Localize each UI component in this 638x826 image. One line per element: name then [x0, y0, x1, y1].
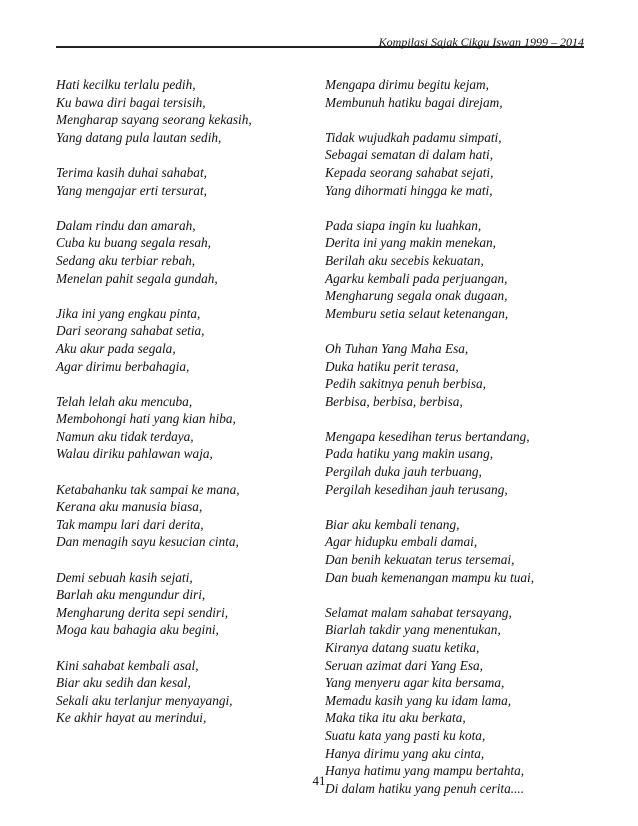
- poem-line: Memburu setia selaut ketenangan,: [325, 305, 509, 321]
- poem-line: Memadu kasih yang ku idam lama,: [325, 692, 512, 708]
- poem-line: Duka hatiku perit terasa,: [325, 358, 459, 374]
- poem-line: Sedang aku terbiar rebah,: [56, 252, 196, 268]
- poem-line: Ketabahanku tak sampai ke mana,: [56, 481, 240, 497]
- stanza: [325, 129, 585, 199]
- poem-line: Moga kau bahagia aku begini,: [56, 622, 219, 638]
- poem-line: Mengharung derita sepi sendiri,: [56, 604, 229, 620]
- poem-line: Kerana aku manusia biasa,: [56, 499, 203, 515]
- poem-line: Ke akhir hayat au merindui,: [56, 710, 207, 726]
- poem-line: Berilah aku secebis kekuatan,: [325, 252, 484, 268]
- poem-line: Dalam rindu dan amarah,: [56, 217, 196, 233]
- poem-column-left: [56, 76, 316, 745]
- poem-line: Seruan azimat dari Yang Esa,: [325, 657, 483, 673]
- poem-line: Membunuh hatiku bagai direjam,: [325, 94, 503, 110]
- poem-line: Yang datang pula lautan sedih,: [56, 129, 222, 145]
- stanza: [56, 481, 316, 551]
- poem-line: Mengharap sayang seorang kekasih,: [56, 112, 252, 128]
- poem-line: Demi sebuah kasih sejati,: [56, 569, 193, 585]
- poem-line: Maka tika itu aku berkata,: [325, 710, 466, 726]
- stanza: [325, 217, 585, 323]
- poem-line: Dan benih kekuatan terus tersemai,: [325, 552, 515, 568]
- poem-line: Kepada seorang sahabat sejati,: [325, 164, 494, 180]
- poem-line: Pada siapa ingin ku luahkan,: [325, 217, 482, 233]
- poem-line: Pergilah duka jauh terbuang,: [325, 464, 482, 480]
- stanza: [325, 340, 585, 410]
- poem-line: Tak mampu lari dari derita,: [56, 516, 204, 532]
- poem-line: Agar hidupku embali damai,: [325, 534, 478, 550]
- running-header: Kompilasi Sajak Cikgu Iswan 1999 – 2014: [378, 35, 584, 49]
- poem-line: Jika ini yang engkau pinta,: [56, 305, 201, 321]
- poem-line: Dari seorang sahabat setia,: [56, 323, 205, 339]
- stanza: [325, 604, 585, 798]
- poem-line: Sekali aku terlanjur menyayangi,: [56, 692, 233, 708]
- poem-line: Cuba ku buang segala resah,: [56, 235, 211, 251]
- poem-line: Aku akur pada segala,: [56, 340, 176, 356]
- poem-line: Tidak wujudkah padamu simpati,: [325, 129, 502, 145]
- poem-line: Di dalam hatiku yang penuh cerita....: [325, 780, 525, 796]
- poem-line: Yang menyeru agar kita bersama,: [325, 675, 505, 691]
- poem-line: Biar aku kembali tenang,: [325, 516, 460, 532]
- poem-line: Sebagai sematan di dalam hati,: [325, 147, 494, 163]
- poem-line: Yang mengajar erti tersurat,: [56, 182, 207, 198]
- poem-line: Pada hatiku yang makin usang,: [325, 446, 494, 462]
- poem-line: Derita ini yang makin menekan,: [325, 235, 496, 251]
- poem-column-right: [325, 76, 585, 815]
- poem-line: Telah lelah aku mencuba,: [56, 393, 193, 409]
- poem-line: Agarku kembali pada perjuangan,: [325, 270, 508, 286]
- poem-line: Selamat malam sahabat tersayang,: [325, 604, 512, 620]
- stanza: [325, 516, 585, 586]
- poem-line: Dan menagih sayu kesucian cinta,: [56, 534, 239, 550]
- poem-line: Hanya hatimu yang mampu bertahta,: [325, 763, 525, 779]
- poem-line: Pergilah kesedihan jauh terusang,: [325, 481, 508, 497]
- stanza: [325, 428, 585, 498]
- poem-line: Terima kasih duhai sahabat,: [56, 164, 207, 180]
- poem-line: Dan buah kemenangan mampu ku tuai,: [325, 569, 535, 585]
- stanza: [56, 657, 316, 727]
- poem-line: Pedih sakitnya penuh berbisa,: [325, 376, 487, 392]
- poem-line: Ku bawa diri bagai tersisih,: [56, 94, 206, 110]
- poem-line: Menelan pahit segala gundah,: [56, 270, 218, 286]
- poem-line: Biar aku sedih dan kesal,: [56, 675, 191, 691]
- stanza: [56, 76, 316, 146]
- stanza: [56, 569, 316, 639]
- poem-line: Berbisa, berbisa, berbisa,: [325, 393, 463, 409]
- poem-line: Suatu kata yang pasti ku kota,: [325, 727, 486, 743]
- poem-line: Agar dirimu berbahagia,: [56, 358, 190, 374]
- poem-line: Kini sahabat kembali asal,: [56, 657, 199, 673]
- poem-line: Barlah aku mengundur diri,: [56, 587, 206, 603]
- poem-line: Mengapa dirimu begitu kejam,: [325, 77, 489, 92]
- stanza: [56, 393, 316, 463]
- stanza: [56, 164, 316, 199]
- poem-line: Yang dihormati hingga ke mati,: [325, 182, 493, 198]
- poem-line: Mengharung segala onak dugaan,: [325, 288, 508, 304]
- poem-line: Hanya dirimu yang aku cinta,: [325, 745, 485, 761]
- poem-line: Membohongi hati yang kian hiba,: [56, 411, 236, 427]
- poem-line: Oh Tuhan Yang Maha Esa,: [325, 340, 469, 356]
- stanza: [325, 76, 585, 111]
- poem-line: Kiranya datang suatu ketika,: [325, 640, 480, 655]
- poem-line: Namun aku tidak terdaya,: [56, 428, 194, 444]
- page-number: 41: [312, 773, 326, 788]
- stanza: [56, 217, 316, 287]
- stanza: [56, 305, 316, 375]
- poem-line: Mengapa kesedihan terus bertandang,: [325, 428, 530, 444]
- poem-line: Walau diriku pahlawan waja,: [56, 446, 213, 462]
- header-rule: [56, 46, 584, 48]
- poem-line: Biarlah takdir yang menentukan,: [325, 622, 501, 638]
- poem-line: Hati kecilku terlalu pedih,: [56, 77, 196, 92]
